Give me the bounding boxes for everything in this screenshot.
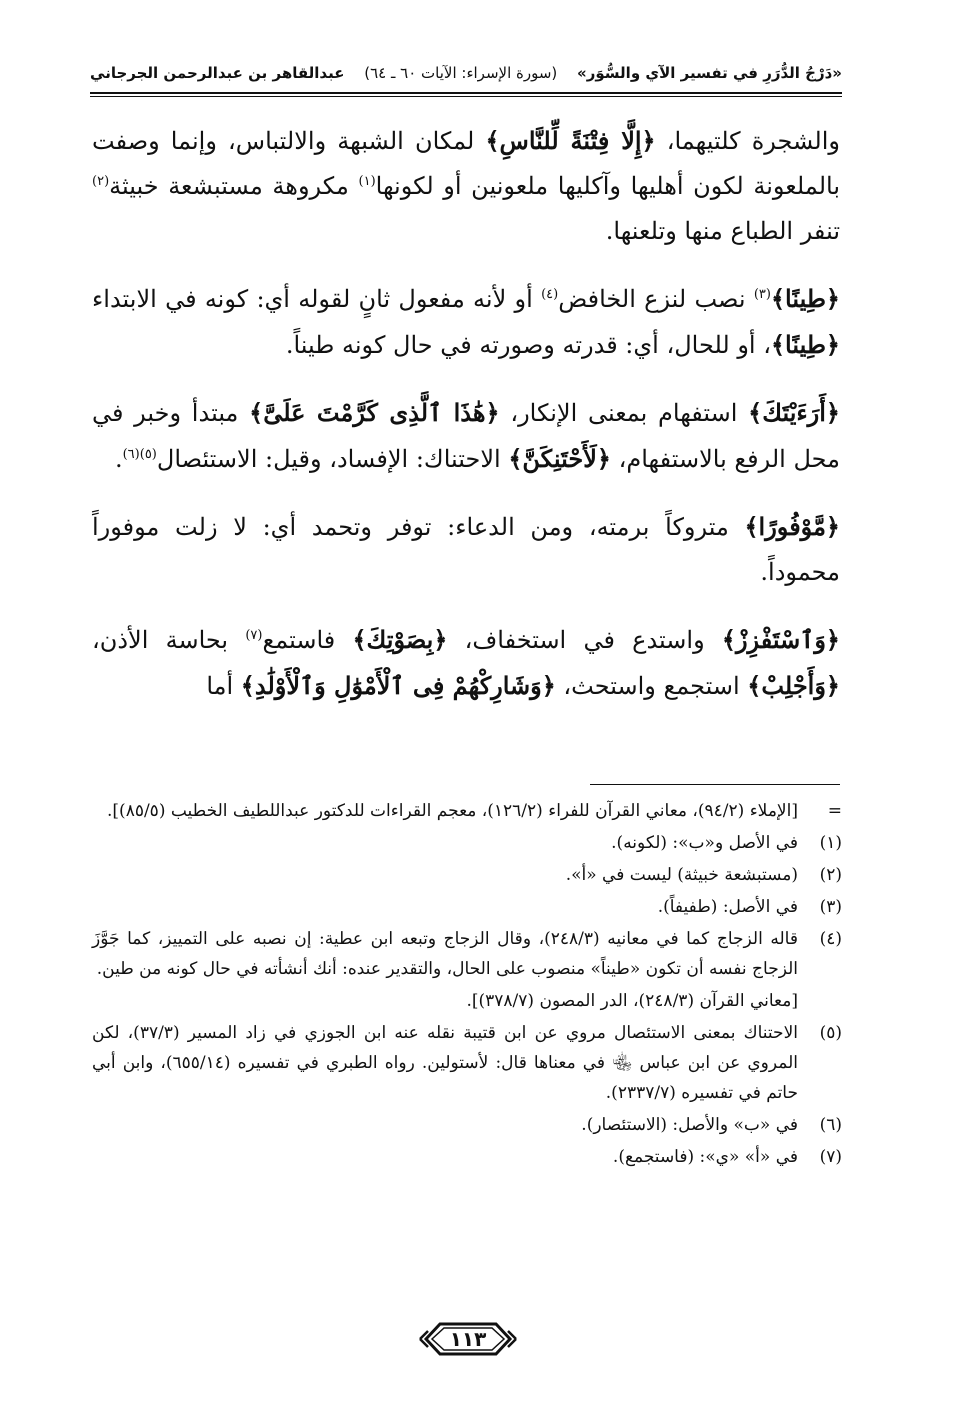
footnote-number [798, 986, 842, 1016]
quran-quote: ﴿هَٰذَا ٱلَّذِى كَرَّمْتَ عَلَىَّ﴾ [249, 398, 500, 427]
footnote [92, 924, 842, 984]
paragraph [92, 118, 840, 254]
footnote [92, 828, 842, 858]
text-run: استجمع واستحث، [555, 672, 748, 700]
footnote-marker: (٥)(٦) [122, 447, 157, 462]
footnote-text: [معاني القرآن (٢٤٨/٣)، الدر المصون (٣٧٨/٧)]. [466, 991, 798, 1011]
quran-quote: ﴿بِصَوْتِكَ﴾ [352, 625, 448, 654]
text-run: فاستمع [262, 626, 353, 654]
paragraph [92, 276, 840, 368]
paragraph [92, 390, 840, 482]
footnote-text: [الإملاء (٩٤/٢)، معاني القرآن للفراء (١٢٦/٢)، معجم القراءات للدكتور عبداللطيف الخطيب (٨٥/٥)]. [107, 801, 798, 821]
text-run: . [114, 445, 123, 473]
text-run: نصب لنزع الخافض [558, 285, 754, 313]
footnote [92, 1142, 842, 1172]
quran-quote: ﴿وَٱسْتَفْزِزْ﴾ [721, 625, 840, 654]
text-run: لمكان الشبهة والالتباس، وإنما وصفت بالملعونة لكون أهليها وآكليها ملعونين أو لكونها [92, 127, 841, 200]
text-run: أما [206, 672, 241, 700]
footnote [92, 860, 842, 890]
paragraph [92, 504, 840, 595]
footnote-number: (٤) [819, 929, 842, 949]
footnote-marker: (٢) [92, 174, 110, 189]
running-header [90, 58, 842, 88]
text-run: مبتدأ وخبر في محل الرفع بالاستفهام، [92, 399, 840, 473]
header-book-title: «دَرْجُ الدُّرَرِ في تفسير الآي والسُّوَر» [577, 64, 842, 82]
header-author: عبدالقاهر بن عبدالرحمن الجرجاني [90, 64, 345, 82]
text-run: استفهام بمعنى الإنكار، [499, 399, 749, 427]
footnote-marker: (٤) [541, 287, 559, 302]
footnote-text: في الأصل و«ب»: (لكونه). [611, 833, 798, 853]
footnote-text: الاحتناك بمعنى الاستئصال مروي عن ابن قتيبة نقله عنه ابن الجوزي في زاد المسير (٣٧/٣)، لكن المروي عن ابن عباس ﵄ في معناها قال: لأستولين. رواه الطبري في تفسيره (٦٥٥/١٤)، وابن أبي حاتم في تفسيره (٢٣٣٧/٧). [92, 1023, 799, 1103]
footnote-number: (٧) [819, 1147, 842, 1167]
text-run: ، أو للحال، أي: قدرته وصورته في حال كونه طيناً. [285, 331, 771, 359]
quran-quote: ﴿لَأَحْتَنِكَنَّ﴾ [508, 444, 611, 473]
text-run: متروكاً برمته، ومن الدعاء: توفر وتحمد أي: لا زلت موفوراً محموداً. [92, 513, 840, 586]
footnote [92, 796, 842, 826]
footnote-text: (مستبشعة خبيثة) ليست في «أ». [565, 865, 798, 885]
footnote-number: (٦) [819, 1115, 842, 1135]
page-number: ١١٣ [449, 1327, 487, 1351]
text-run: مكروهة مستبشعة خبيثة [109, 172, 359, 200]
footnote-number: (٢) [819, 865, 842, 885]
footnote-marker: (١) [358, 174, 376, 189]
text-run: بحاسة الأذن، [92, 626, 246, 654]
quran-quote: ﴿وَأَجْلِبْ﴾ [747, 671, 840, 700]
quran-quote: ﴿طِينًا﴾ [770, 284, 840, 313]
text-run: تنفر الطباع منها وتلعنها. [605, 217, 840, 245]
quran-quote: ﴿إِلَّا فِتْنَةً لِّلنَّاسِ﴾ [485, 126, 656, 155]
footnote-separator [590, 784, 840, 785]
text-run: أو لأنه مفعول ثانٍ لقوله أي: كونه في الابتداء [92, 285, 542, 313]
footnote-marker: (٧) [245, 628, 263, 643]
footnote-marker: (٣) [753, 287, 771, 302]
quran-quote: ﴿مَّوْفُورًا﴾ [744, 512, 840, 541]
footnote-text: في «ب» والأصل: (الاستئصار). [581, 1115, 798, 1135]
main-text [92, 118, 840, 731]
footnote-number: (٥) [819, 1023, 842, 1043]
quran-quote: ﴿وَشَارِكْهُمْ فِى ٱلْأَمْوَٰلِ وَٱلْأَوْلَٰدِ﴾ [240, 671, 556, 700]
header-surah-verses: (سورة الإسراء: الآيات ٦٠ ـ ٦٤) [364, 64, 558, 82]
quran-quote: ﴿أَرَءَيْتَكَ﴾ [748, 398, 840, 427]
header-rule [90, 92, 842, 94]
quran-quote: ﴿طِينًا﴾ [770, 330, 840, 359]
text-run: والشجرة كلتيهما، [655, 127, 841, 155]
footnotes [92, 796, 842, 1174]
footnote [92, 1018, 842, 1108]
footnote [92, 986, 842, 1016]
footnote [92, 892, 842, 922]
footnote-number: = [827, 801, 842, 821]
footnote-text: قاله الزجاج كما في معانيه (٢٤٨/٣)، وقال الزجاج وتبعه ابن عطية: إن نصبه على التمييز، كما جَوَّزَ الزجاج نفسه أن تكون «طيناً» منصوب على الحال، والتقدير عنده: أنك أنشأته في حال كونه من طين. [92, 929, 798, 979]
footnote-number: (١) [819, 833, 842, 853]
text-run: واستدع في استخفاف، [447, 626, 722, 654]
footnote-number: (٣) [819, 897, 842, 917]
text-run: الاحتناك: الإفساد، وقيل: الاستئصال [156, 445, 509, 473]
footnote-text: في «أ» «ي»: (فاستجمع). [612, 1147, 798, 1167]
paragraph [92, 617, 840, 709]
header-rule-thin [90, 96, 842, 97]
footnote-text: في الأصل: (طفيفاً). [657, 897, 798, 917]
footnote [92, 1110, 842, 1140]
